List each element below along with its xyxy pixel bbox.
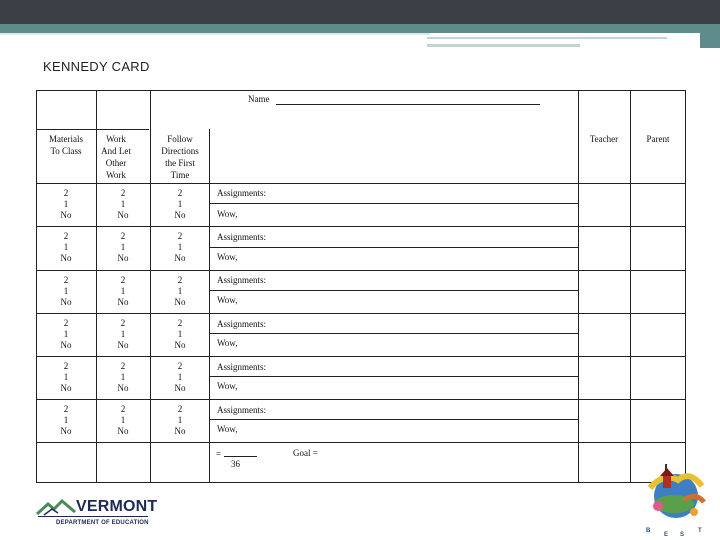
score-materials[interactable]: 2 1 No <box>60 361 72 393</box>
table-column-line <box>578 90 579 482</box>
best-letter: T <box>698 528 702 534</box>
score-work[interactable]: 2 1 No <box>117 188 129 220</box>
table-column-line <box>209 129 210 482</box>
header-follow-line: Directions <box>161 146 199 156</box>
score-follow[interactable]: 2 1 No <box>174 404 186 436</box>
score-work[interactable]: 2 1 No <box>117 275 129 307</box>
total-denominator: 36 <box>231 459 240 469</box>
name-label: Name <box>248 94 270 104</box>
score-materials[interactable]: 2 1 No <box>60 404 72 436</box>
logo-divider <box>38 516 148 517</box>
wow-label: Wow, <box>217 381 238 391</box>
assignments-label: Assignments: <box>217 405 267 415</box>
table-line <box>36 356 685 357</box>
header-work <box>98 133 134 181</box>
best-letter: E <box>664 532 669 538</box>
table-subline <box>209 290 578 291</box>
assignments-label: Assignments: <box>217 319 267 329</box>
vermont-logo <box>36 496 156 532</box>
header-follow-line: Time <box>170 170 190 180</box>
table-subline <box>209 333 578 334</box>
wow-label: Wow, <box>217 209 238 219</box>
wow-label: Wow, <box>217 338 238 348</box>
table-line <box>36 129 149 130</box>
wow-label: Wow, <box>217 295 238 305</box>
table-subline <box>209 247 578 248</box>
score-work[interactable]: 2 1 No <box>117 318 129 350</box>
wow-label: Wow, <box>217 252 238 262</box>
header-parent: Parent <box>646 134 670 144</box>
total-score[interactable] <box>216 448 257 459</box>
table-subline <box>209 203 578 204</box>
table-line <box>36 183 685 184</box>
assignments-label: Assignments: <box>217 232 267 242</box>
score-follow[interactable]: 2 1 No <box>174 318 186 350</box>
score-follow[interactable]: 2 1 No <box>174 188 186 220</box>
equals-sign: = <box>216 449 222 459</box>
score-work[interactable]: 2 1 No <box>117 404 129 436</box>
score-follow[interactable]: 2 1 No <box>174 231 186 263</box>
header-teacher: Teacher <box>589 134 619 144</box>
total-blank[interactable] <box>224 448 257 457</box>
best-letter: B <box>646 528 651 534</box>
header-work-line: Work <box>106 134 126 144</box>
header-materials-line: Materials <box>49 134 83 144</box>
table-line <box>36 226 685 227</box>
header-follow-line: the First <box>165 158 195 168</box>
department-wordmark: DEPARTMENT OF EDUCATION <box>56 520 149 526</box>
score-work[interactable]: 2 1 No <box>117 231 129 263</box>
assignments-label: Assignments: <box>217 275 267 285</box>
best-letter: S <box>680 532 685 538</box>
score-materials[interactable]: 2 1 No <box>60 188 72 220</box>
name-input-line[interactable] <box>276 104 540 105</box>
table-line <box>36 399 685 400</box>
score-follow[interactable]: 2 1 No <box>174 275 186 307</box>
header-follow-line: Follow <box>167 134 193 144</box>
table-column-line <box>630 90 631 482</box>
score-follow[interactable]: 2 1 No <box>174 361 186 393</box>
page-title: KENNEDY CARD <box>43 59 150 74</box>
assignments-label: Assignments: <box>217 188 267 198</box>
header-work-line: Work <box>106 170 126 180</box>
score-materials[interactable]: 2 1 No <box>60 275 72 307</box>
table-border-top <box>36 90 685 91</box>
header-materials-line: To Class <box>50 146 82 156</box>
table-line <box>36 313 685 314</box>
table-subline <box>209 419 578 420</box>
table-line <box>36 270 685 271</box>
assignments-label: Assignments: <box>217 362 267 372</box>
schoolhouse-icon <box>634 462 714 524</box>
header-work-line: Other <box>105 158 127 168</box>
score-materials[interactable]: 2 1 No <box>60 318 72 350</box>
table-border-right <box>685 90 686 482</box>
goal-label: Goal = <box>293 448 318 458</box>
table-border-bottom <box>36 482 685 483</box>
score-materials[interactable]: 2 1 No <box>60 231 72 263</box>
score-work[interactable]: 2 1 No <box>117 361 129 393</box>
table-subline <box>209 376 578 377</box>
best-schoolhouse-graphic <box>634 462 714 538</box>
wow-label: Wow, <box>217 424 238 434</box>
header-materials <box>38 133 94 157</box>
header-follow-directions <box>152 133 208 181</box>
header-work-line: And Let <box>101 146 131 156</box>
mountain-icon <box>36 498 76 518</box>
vermont-wordmark: VERMONT <box>76 498 158 515</box>
table-line <box>36 442 685 443</box>
